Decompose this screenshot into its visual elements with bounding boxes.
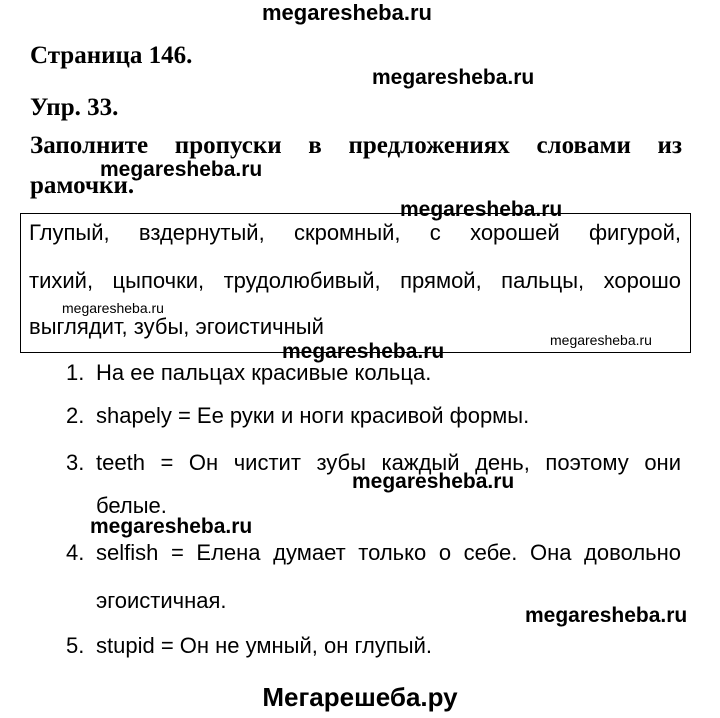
list-item <box>66 450 681 476</box>
list-item <box>66 540 681 566</box>
task-line-1: Заполните пропуски в предложениях словами из <box>30 132 682 159</box>
word-box-line-1: Глупый, вздернутый, скромный, с хорошей фигурой, <box>29 220 681 245</box>
item-text: shapely = Ее руки и ноги красивой формы. <box>96 403 530 428</box>
watermark: megaresheba.ru <box>90 515 253 538</box>
watermark: megaresheba.ru <box>400 198 563 221</box>
item-continuation: белые. <box>96 493 167 518</box>
page-heading: Страница 146. <box>30 42 193 69</box>
item-text: На ее пальцах красивые кольца. <box>96 360 432 385</box>
item-number: 1. <box>66 360 85 385</box>
item-text: teeth = Он чистит зубы каждый день, поэтому они <box>96 450 681 475</box>
watermark: megaresheba.ru <box>282 340 445 363</box>
watermark-top: megaresheba.ru <box>262 0 432 25</box>
item-number: 2. <box>66 403 85 428</box>
word-box-line-3: выглядит, зубы, эгоистичный <box>29 314 324 339</box>
watermark: megaresheba.ru <box>525 604 688 627</box>
list-item <box>66 633 433 659</box>
item-text: stupid = Он не умный, он глупый. <box>96 633 433 658</box>
watermark: megaresheba.ru <box>372 66 535 89</box>
item-number: 3. <box>66 450 85 475</box>
list-item <box>66 360 432 386</box>
list-item <box>66 403 530 429</box>
watermark-small: megaresheba.ru <box>62 300 164 316</box>
watermark: megaresheba.ru <box>100 158 263 181</box>
word-box-line-2: тихий, цыпочки, трудолюбивый, прямой, пальцы, хорошо <box>29 268 681 293</box>
item-number: 4. <box>66 540 85 565</box>
exercise-label: Упр. 33. <box>30 94 119 121</box>
watermark-small: megaresheba.ru <box>550 332 652 348</box>
footer-site-name: Мегарешеба.ру <box>262 682 458 712</box>
word-box <box>20 213 691 353</box>
task-line-2: рамочки. <box>30 172 135 199</box>
watermark: megaresheba.ru <box>352 470 515 493</box>
item-text: selfish = Елена думает только о себе. Она довольно <box>96 540 681 565</box>
item-continuation: эгоистичная. <box>96 588 227 613</box>
item-number: 5. <box>66 633 85 658</box>
